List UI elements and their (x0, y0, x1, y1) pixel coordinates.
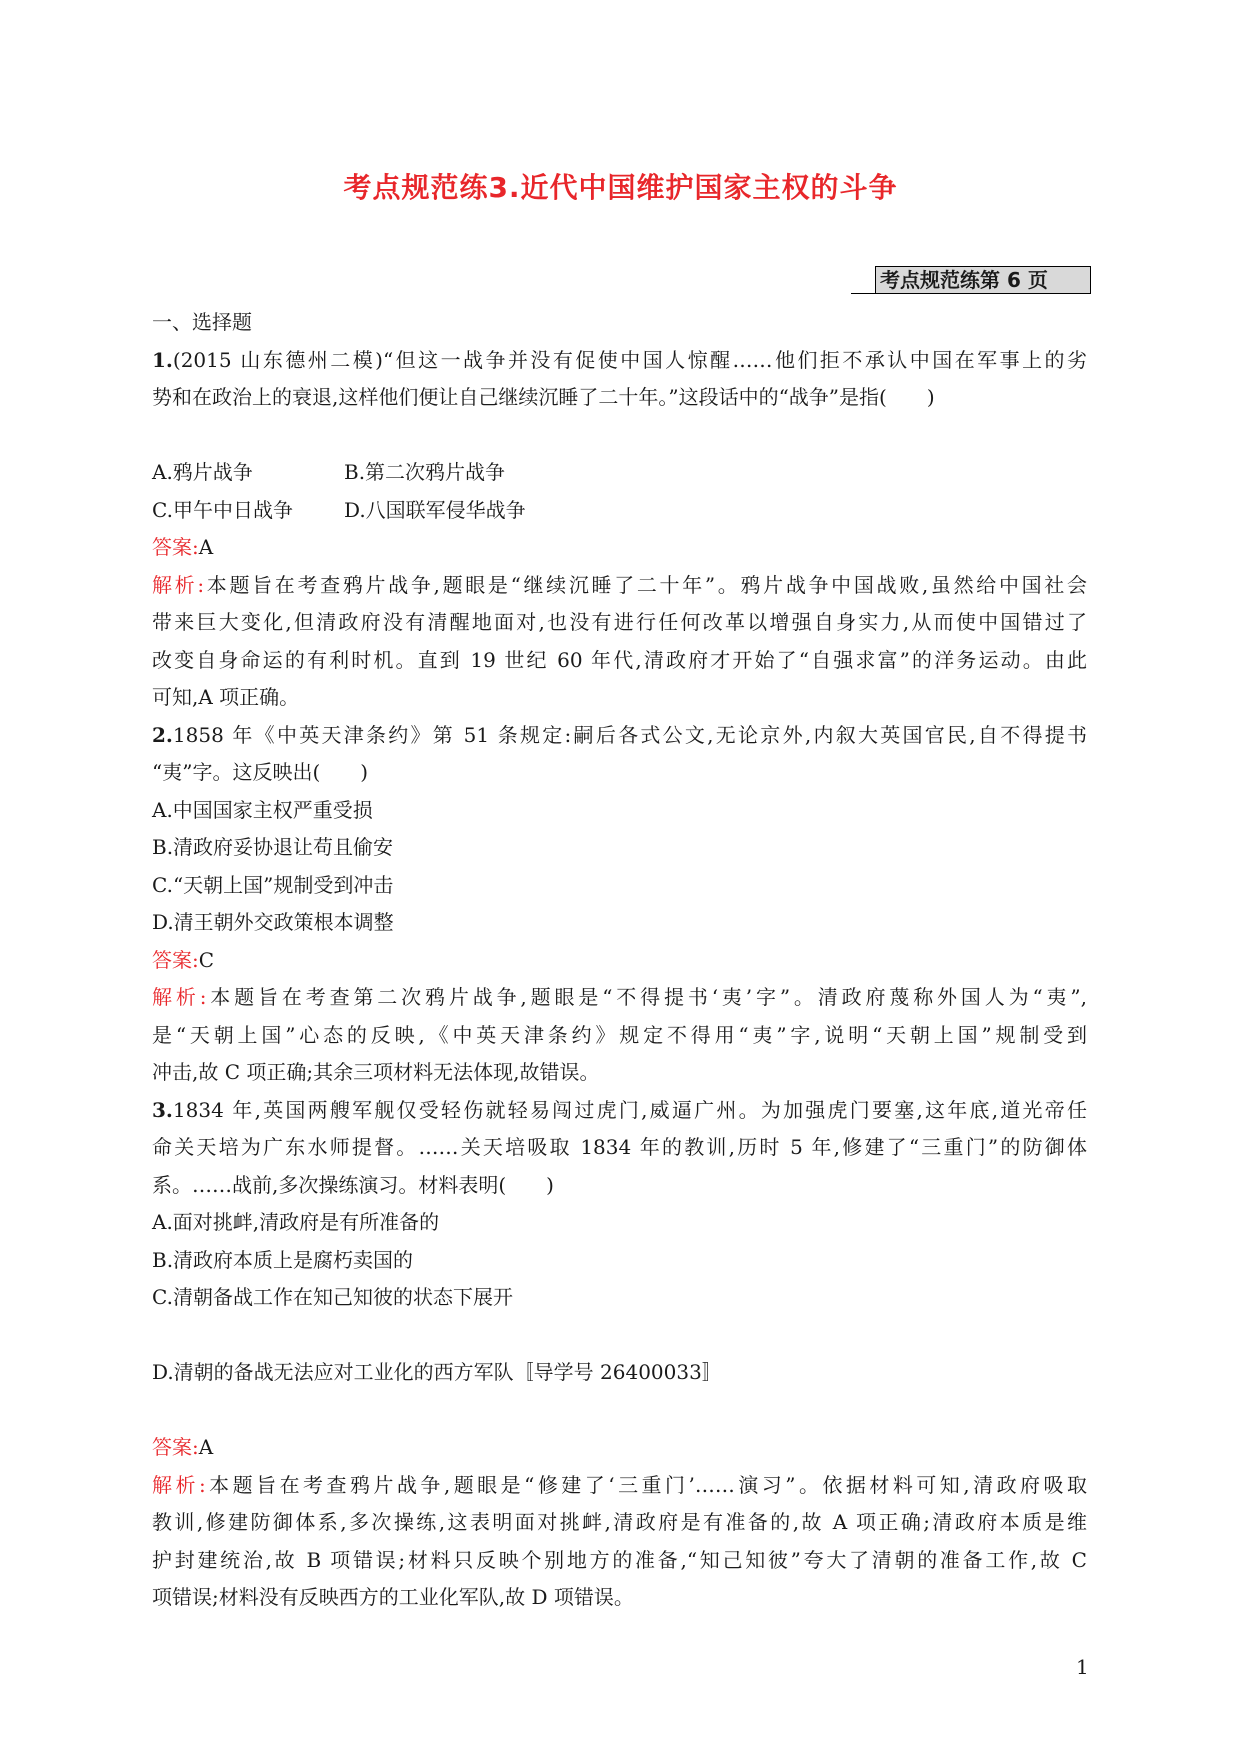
question-number: 2. (152, 722, 173, 747)
answer-label: 答案: (152, 1435, 199, 1459)
answer-label: 答案: (152, 947, 199, 972)
answer-line (152, 529, 1087, 567)
analysis-line: 改变自身命运的有利时机。直到 19 世纪 60 年代,清政府才开始了“自强求富”的洋务运动。由此 (152, 647, 1087, 672)
page-ref-box: 考点规范练第 6 页 (875, 266, 1091, 294)
analysis-line: 教训,修建防御体系,多次操练,这表明面对挑衅,清政府是有准备的,故 A 项正确;清政府本质是维 (152, 1510, 1087, 1534)
answer-line (152, 942, 1087, 980)
question-number: 3. (152, 1097, 173, 1122)
option-a: A.鸦片战争 (152, 460, 253, 484)
answer-value: C (198, 947, 215, 972)
question-stem-line: 势和在政治上的衰退,这样他们便让自己继续沉睡了二十年。”这段话中的“战争”是指( ) (152, 385, 935, 409)
analysis-line: 是“天朝上国”心态的反映,《中英天津条约》规定不得用“夷”字,说明“天朝上国”规制受到 (152, 1022, 1087, 1047)
question-stem-line: 1.(2015 山东德州二模)“但这一战争并没有促使中国人惊醒……他们拒不承认中国在军事上的劣 (152, 347, 1087, 372)
question-stem-line: 命关天培为广东水师提督。……关天培吸取 1834 年的教训,历时 5 年,修建了“三重门”的防御体 (152, 1135, 1087, 1159)
page-title: 考点规范练3.近代中国维护国家主权的斗争 (343, 171, 898, 204)
analysis-line: 项错误;材料没有反映西方的工业化军队,故 D 项错误。 (152, 1585, 634, 1609)
analysis-label: 解析: (152, 1472, 206, 1497)
analysis-line: 解析:本题旨在考查鸦片战争,题眼是“继续沉睡了二十年”。鸦片战争中国战败,虽然给中国社会 (152, 572, 1087, 597)
question-3 (152, 1092, 1087, 1617)
analysis-line: 解析:本题旨在考查鸦片战争,题眼是“修建了‘三重门’……演习”。依据材料可知,清政府吸取 (152, 1472, 1087, 1497)
question-stem-line: 2.1858 年《中英天津条约》第 51 条规定:嗣后各式公文,无论京外,内叙大英国官民,自不得提书 (152, 722, 1087, 747)
answer-line (152, 1429, 1087, 1467)
analysis-label: 解析: (152, 985, 207, 1009)
question-1 (152, 342, 1087, 717)
analysis-label: 解析: (152, 572, 205, 597)
option-b: B.清政府妥协退让苟且偷安 (152, 835, 394, 859)
answer-label: 答案: (152, 535, 199, 559)
option-row (152, 454, 1087, 492)
answer-value: A (198, 1435, 214, 1459)
option-d: D.清王朝外交政策根本调整 (152, 910, 394, 934)
section-heading: 一、选择题 (152, 310, 252, 334)
option-c: C.甲午中日战争 (152, 497, 293, 522)
analysis-line: 带来巨大变化,但清政府没有清醒地面对,也没有进行任何改革以增强自身实力,从而使中国错过了 (152, 610, 1087, 634)
document-body (152, 304, 1087, 1617)
analysis-line: 解析:本题旨在考查第二次鸦片战争,题眼是“不得提书‘夷’字”。清政府蔑称外国人为“夷”, (152, 985, 1087, 1009)
page-number: 1 (1076, 1655, 1089, 1679)
option-a: A.面对挑衅,清政府是有所准备的 (152, 1210, 440, 1234)
question-2 (152, 717, 1087, 1092)
answer-value: A (198, 535, 214, 559)
page-ref-underline (851, 293, 875, 294)
option-row (152, 492, 1087, 530)
question-stem-line: “夷”字。这反映出( ) (152, 760, 369, 784)
option-d: D.八国联军侵华战争 (344, 497, 526, 522)
option-c: C.清朝备战工作在知己知彼的状态下展开 (152, 1285, 513, 1309)
question-number: 1. (152, 347, 173, 372)
option-b: B.第二次鸦片战争 (344, 460, 506, 484)
option-a: A.中国国家主权严重受损 (152, 797, 373, 822)
analysis-line: 可知,A 项正确。 (152, 685, 300, 709)
option-c: C.“天朝上国”规制受到冲击 (152, 872, 394, 897)
question-stem-line: 3.1834 年,英国两艘军舰仅受轻伤就轻易闯过虎门,威逼广州。为加强虎门要塞,这年底,道光帝任 (152, 1097, 1087, 1122)
option-d: D.清朝的备战无法应对工业化的西方军队〚导学号 26400033〛 (152, 1360, 722, 1384)
analysis-line: 冲击,故 C 项正确;其余三项材料无法体现,故错误。 (152, 1060, 600, 1084)
question-stem-line: 系。……战前,多次操练演习。材料表明( ) (152, 1172, 554, 1197)
option-b: B.清政府本质上是腐朽卖国的 (152, 1247, 414, 1272)
analysis-line: 护封建统治,故 B 项错误;材料只反映个别地方的准备,“知己知彼”夸大了清朝的准备工作,故 C (152, 1547, 1087, 1572)
